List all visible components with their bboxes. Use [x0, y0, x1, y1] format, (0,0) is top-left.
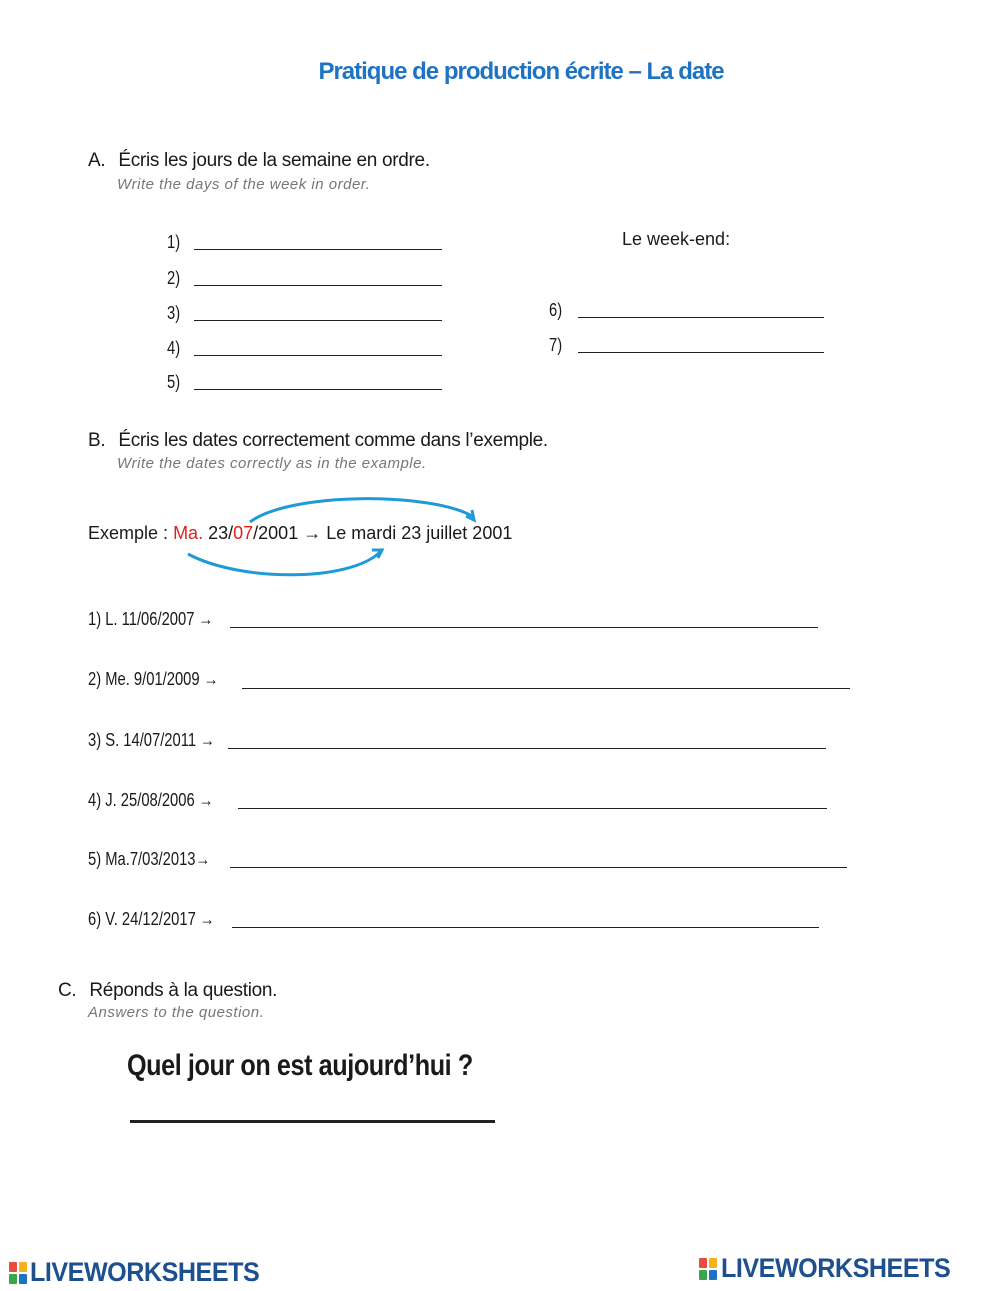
- section-a-letter: A.: [88, 150, 106, 171]
- icon-tile: [19, 1274, 27, 1284]
- footer-logo-left: LIVEWORKSHEETS: [30, 1257, 260, 1287]
- example-line: [88, 523, 512, 544]
- section-b-heading: [88, 430, 548, 452]
- day-item-4-label: 4): [167, 338, 181, 358]
- liveworksheets-icon: [699, 1258, 717, 1280]
- section-b-subheading: Write the dates correctly as in the example.: [117, 455, 427, 472]
- date-item-6-answer-line[interactable]: [232, 927, 819, 928]
- page-title: Pratique de production écrite – La date: [318, 58, 724, 85]
- date-item-1-answer-line[interactable]: [230, 627, 818, 628]
- section-b-letter: B.: [88, 430, 106, 451]
- section-c-heading: [58, 980, 277, 1002]
- icon-tile: [9, 1274, 17, 1284]
- icon-tile: [709, 1258, 717, 1268]
- day-item-2-label: 2): [167, 268, 181, 288]
- date-item-5-label: 5) Ma.7/03/2013→: [88, 849, 211, 869]
- day-item-2-answer-line[interactable]: [194, 285, 442, 286]
- day-item-3-label: 3): [167, 303, 181, 323]
- date-item-2-label: 2) Me. 9/01/2009 →: [88, 669, 219, 689]
- question-answer-line[interactable]: [130, 1120, 495, 1123]
- day-item-6-label: 6): [549, 300, 563, 320]
- section-c-letter: C.: [58, 980, 77, 1001]
- date-item-1-label: 1) L. 11/06/2007 →: [88, 609, 214, 629]
- example-day-num: 23/: [208, 523, 234, 543]
- date-item-4-label: 4) J. 25/08/2006 →: [88, 790, 214, 810]
- footer-logo-right: LIVEWORKSHEETS: [721, 1253, 951, 1283]
- example-year: /2001: [253, 523, 299, 543]
- day-item-1-label: 1): [167, 232, 181, 252]
- example-label: Exemple :: [88, 523, 169, 543]
- icon-tile: [9, 1262, 17, 1272]
- day-arc: [188, 552, 380, 575]
- day-item-3-answer-line[interactable]: [194, 320, 442, 321]
- date-item-5-answer-line[interactable]: [230, 867, 847, 868]
- example-day-abbr: Ma.: [173, 523, 204, 543]
- section-a-subheading: Write the days of the week in order.: [117, 176, 371, 193]
- section-a-heading-text: Écris les jours de la semaine en ordre.: [118, 150, 430, 171]
- section-c-subheading: Answers to the question.: [88, 1004, 265, 1021]
- day-item-5-label: 5): [167, 372, 181, 392]
- section-c-heading-text: Réponds à la question.: [89, 980, 278, 1001]
- date-item-3-label: 3) S. 14/07/2011 →: [88, 730, 215, 750]
- example-month: 07: [233, 523, 254, 543]
- icon-tile: [709, 1270, 717, 1280]
- date-item-4-answer-line[interactable]: [238, 808, 827, 809]
- day-item-7-label: 7): [549, 335, 563, 355]
- example-answer: Le mardi 23 juillet 2001: [326, 523, 513, 543]
- day-item-1-answer-line[interactable]: [194, 249, 442, 250]
- icon-tile: [699, 1258, 707, 1268]
- section-a-heading: [88, 150, 430, 172]
- question-text: Quel jour on est aujourd’hui ?: [127, 1049, 473, 1082]
- date-item-3-answer-line[interactable]: [228, 748, 826, 749]
- date-item-6-label: 6) V. 24/12/2017 →: [88, 909, 215, 929]
- day-item-6-answer-line[interactable]: [578, 317, 824, 318]
- month-arc: [250, 499, 472, 522]
- day-item-7-answer-line[interactable]: [578, 352, 824, 353]
- date-item-2-answer-line[interactable]: [242, 688, 850, 689]
- icon-tile: [699, 1270, 707, 1280]
- icon-tile: [19, 1262, 27, 1272]
- day-item-4-answer-line[interactable]: [194, 355, 442, 356]
- day-item-5-answer-line[interactable]: [194, 389, 442, 390]
- arrow-icon: →: [303, 523, 322, 543]
- liveworksheets-icon: [9, 1262, 27, 1284]
- section-b-heading-text: Écris les dates correctement comme dans l’exemple.: [118, 430, 548, 451]
- weekend-label: Le week-end:: [622, 229, 731, 249]
